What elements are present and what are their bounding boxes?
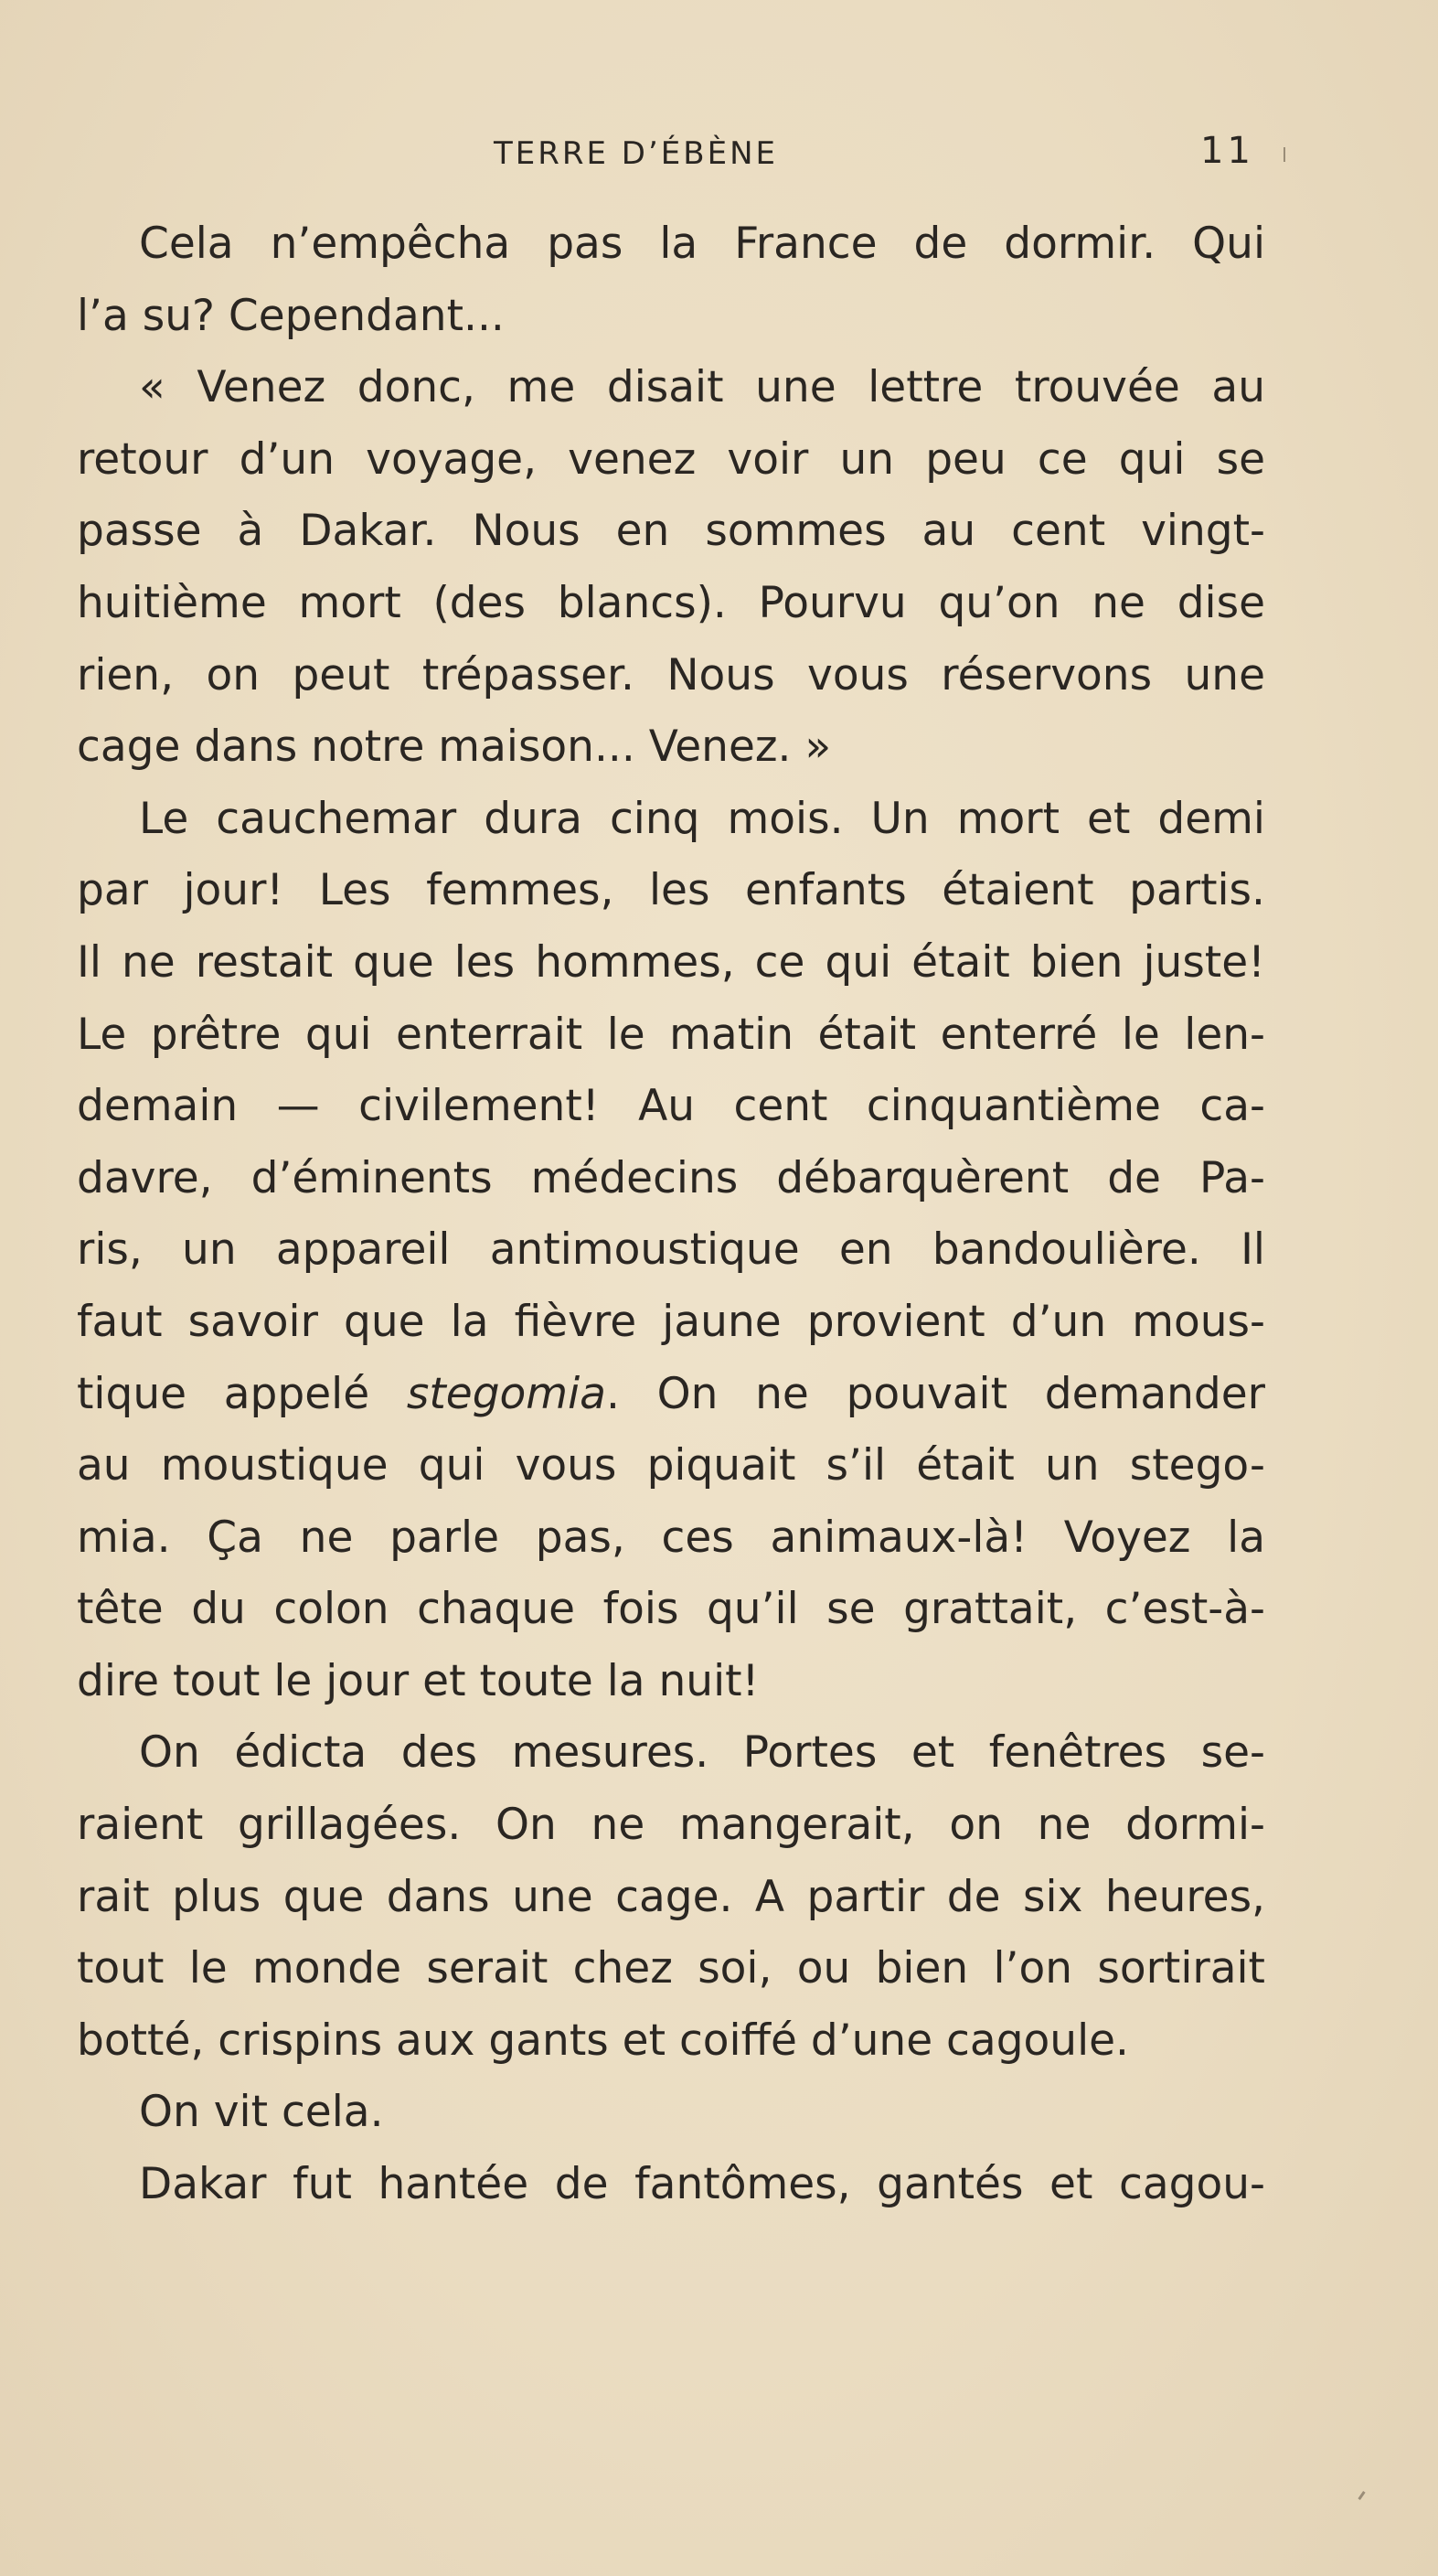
- text-line: [77, 1717, 1265, 1790]
- text-line-content: par jour! Les femmes, les enfants étaient partis.: [77, 865, 1265, 916]
- page-number: 11: [1200, 130, 1254, 172]
- text-line: [77, 352, 1265, 424]
- text-line-content: Le prêtre qui enterrait le matin était enterré le len-: [77, 1009, 1265, 1060]
- text-line: [77, 927, 1265, 999]
- text-line: [77, 1071, 1265, 1143]
- text-line-content: rait plus que dans une cage. A partir de six heures,: [77, 1871, 1265, 1922]
- text-line-content: On édicta des mesures. Portes et fenêtres se-: [139, 1727, 1265, 1779]
- text-line-content: Il ne restait que les hommes, ce qui était bien juste!: [77, 936, 1265, 988]
- text-line-content: ris, un appareil antimoustique en bandoulière. Il: [77, 1224, 1265, 1276]
- text-line-content: mia. Ça ne parle pas, ces animaux-là! Voyez la: [77, 1512, 1265, 1563]
- text-line: [77, 568, 1265, 640]
- text-line-content: huitième mort (des blancs). Pourvu qu’on ne dise: [77, 577, 1265, 628]
- text-line: [77, 208, 1265, 281]
- text-line: [77, 424, 1265, 497]
- text-line-content: demain — civilement! Au cent cinquantième ca-: [77, 1081, 1265, 1132]
- text-line: [77, 999, 1265, 1072]
- text-line: [77, 855, 1265, 927]
- text-line: [77, 1287, 1265, 1359]
- text-line-content: raient grillagées. On ne mangerait, on ne dormi-: [77, 1800, 1265, 1851]
- text-line-continuation: . On ne pouvait demander: [605, 1368, 1265, 1419]
- text-line: [77, 1430, 1265, 1502]
- text-line: [77, 784, 1265, 856]
- text-line-content: l’a su? Cependant...: [77, 290, 505, 341]
- text-line-content: dire tout le jour et toute la nuit!: [77, 1655, 760, 1706]
- text-line: [77, 496, 1265, 568]
- text-line-content: tête du colon chaque fois qu’il se grattait, c’est-à-: [77, 1584, 1265, 1635]
- text-line-content: Cela n’empêcha pas la France de dormir. Qui: [139, 219, 1265, 269]
- text-line: [77, 1862, 1265, 1934]
- text-line: [77, 281, 1265, 353]
- body-text: [77, 208, 1265, 2221]
- text-line-content: davre, d’éminents médecins débarquèrent de Pa-: [77, 1152, 1265, 1203]
- text-line: [77, 1502, 1265, 1575]
- text-line-content: On vit cela.: [139, 2087, 384, 2138]
- text-line: [77, 711, 1265, 784]
- text-line-content: tique appelé: [77, 1368, 370, 1419]
- text-line: [77, 1359, 1265, 1431]
- text-line: [77, 2005, 1265, 2078]
- text-line-content: Le cauchemar dura cinq mois. Un mort et demi: [139, 793, 1265, 844]
- text-line-content: passe à Dakar. Nous en sommes au cent vingt-: [77, 506, 1265, 557]
- paper-speck: [1284, 147, 1285, 162]
- text-line-content: Dakar fut hantée de fantômes, gantés et cagou-: [139, 2159, 1265, 2210]
- text-line: [77, 640, 1265, 712]
- text-line: [77, 1214, 1265, 1287]
- text-line: [77, 1933, 1265, 2005]
- text-line: [77, 1646, 1265, 1718]
- text-line-content: botté, crispins aux gants et coiffé d’une cagoule.: [77, 2015, 1129, 2066]
- text-line-content: faut savoir que la fièvre jaune provient d’un mous-: [77, 1296, 1265, 1347]
- text-line-content: retour d’un voyage, venez voir un peu ce qui se: [77, 433, 1265, 485]
- italic-term: stegomia: [406, 1368, 606, 1419]
- text-line: [77, 2149, 1265, 2221]
- text-line-content: rien, on peut trépasser. Nous vous réservons une: [77, 649, 1265, 700]
- text-line: [77, 2077, 1265, 2149]
- text-line: [77, 1574, 1265, 1646]
- running-title: TERRE D’ÉBÈNE: [494, 135, 778, 172]
- running-head: [0, 128, 1438, 183]
- text-line-content: cage dans notre maison... Venez. »: [77, 721, 832, 773]
- text-line-content: « Venez donc, me disait une lettre trouvée au: [139, 362, 1265, 413]
- text-line: [77, 1790, 1265, 1862]
- text-line-content: au moustique qui vous piquait s’il était un stego-: [77, 1440, 1265, 1491]
- text-line-content: tout le monde serait chez soi, ou bien l’on sortirait: [77, 1943, 1265, 1994]
- text-line: [77, 1143, 1265, 1215]
